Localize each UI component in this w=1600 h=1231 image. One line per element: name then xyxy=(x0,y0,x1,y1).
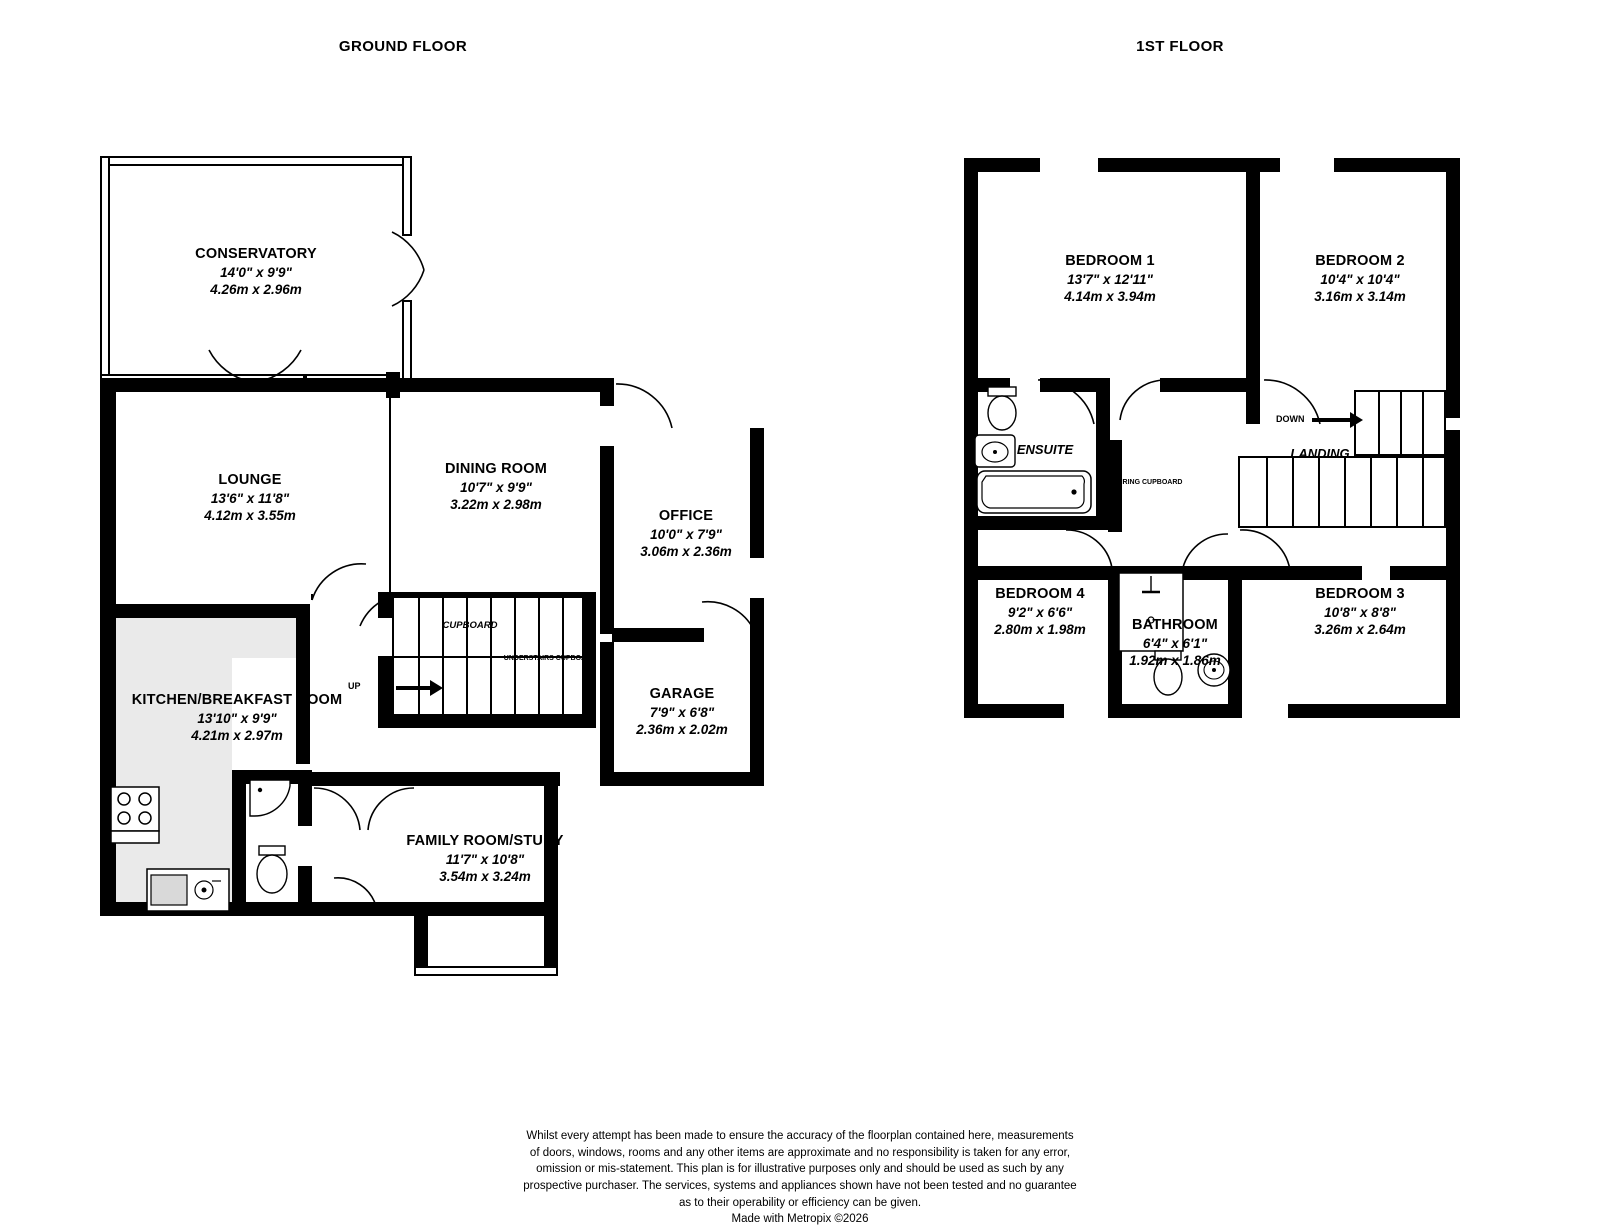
conservatory-window-right-upper xyxy=(402,156,412,236)
stair-direction-arrow xyxy=(430,680,443,696)
room-name: GARAGE xyxy=(649,686,715,702)
conservatory-window-top xyxy=(100,156,412,166)
room-dim-imperial: 10'4" x 10'4" xyxy=(1320,271,1400,287)
room-dim-metric: 3.06m x 2.36m xyxy=(640,543,732,559)
wall-first-bottom-c xyxy=(1288,704,1460,718)
corner-basin-icon xyxy=(248,778,292,818)
wall-lounge-left xyxy=(100,378,116,618)
wall-first-top-a xyxy=(964,158,1040,172)
room-dim-imperial: 10'0" x 7'9" xyxy=(650,526,722,542)
wall-garage-top xyxy=(612,628,704,642)
staircase-landing-lower xyxy=(1238,456,1446,528)
room-name: FAMILY ROOM/STUDY xyxy=(406,833,564,849)
room-label-dining xyxy=(366,460,626,513)
wall-garage-bottom xyxy=(600,772,764,786)
wall-landing-top xyxy=(1160,378,1260,392)
room-label-garage xyxy=(552,685,812,738)
door-hall-kitchen xyxy=(312,786,364,832)
wall-bed3-top-right xyxy=(1390,566,1460,580)
room-label-office xyxy=(556,507,816,560)
conservatory-window-right-lower xyxy=(402,300,412,384)
wall-landing-left-stub xyxy=(1246,378,1260,424)
room-dim-imperial: 13'6" x 11'8" xyxy=(210,490,290,506)
wall-first-bottom-b xyxy=(1120,704,1230,718)
room-name: BATHROOM xyxy=(1132,617,1218,633)
ensuite-toilet-icon xyxy=(980,386,1024,432)
room-dim-imperial: 9'2" x 6'6" xyxy=(1007,604,1073,620)
landing-down-label: DOWN xyxy=(1276,414,1305,424)
label-airing-cupboard: AIRING CUPBOARD xyxy=(1115,479,1183,486)
room-label-bedroom2 xyxy=(1230,252,1490,305)
room-name: LOUNGE xyxy=(218,472,282,488)
room-dim-imperial: 14'0" x 9'9" xyxy=(220,264,292,280)
room-name: BEDROOM 1 xyxy=(1065,253,1155,269)
bath-icon xyxy=(976,470,1092,514)
conservatory-window-left xyxy=(100,156,110,384)
wall-first-top-c xyxy=(1334,158,1460,172)
room-name: CONSERVATORY xyxy=(195,246,317,262)
room-dim-metric: 4.21m x 2.97m xyxy=(191,727,283,743)
door-conservatory-right xyxy=(390,230,430,308)
room-label-kitchen xyxy=(82,691,392,744)
label-cupboard: CUPBOARD xyxy=(442,620,498,631)
room-dim-imperial: 6'4" x 6'1" xyxy=(1142,635,1208,651)
room-dim-imperial: 13'10" x 9'9" xyxy=(197,710,277,726)
room-dim-imperial: 7'9" x 6'8" xyxy=(649,704,715,720)
room-label-bathroom xyxy=(1045,616,1305,669)
disclaimer-line-2: of doors, windows, rooms and any other items are approximate and no responsibility is taken for any error, xyxy=(529,1146,1071,1159)
door-bedroom3 xyxy=(1238,528,1294,572)
disclaimer-line-4: prospective purchaser. The services, systems and appliances shown have not been tested and no guarantee xyxy=(523,1180,1077,1193)
wall-first-bottom-a xyxy=(964,704,1064,718)
wall-kitchen-left xyxy=(100,618,116,916)
door-bedroom4 xyxy=(1064,528,1116,570)
wall-lounge-bottom xyxy=(100,604,310,618)
room-name: OFFICE xyxy=(658,508,714,524)
disclaimer xyxy=(490,1128,1110,1228)
room-label-bedroom1 xyxy=(980,252,1240,305)
wall-dining-top xyxy=(398,378,613,392)
room-label-conservatory xyxy=(126,245,386,298)
kitchen-fill-upper xyxy=(116,618,296,658)
wall-dining-right-stub xyxy=(600,378,614,406)
door-hall-family xyxy=(364,786,416,832)
door-bedroom1 xyxy=(1116,378,1168,422)
room-name: DINING ROOM xyxy=(444,461,548,477)
porch-window xyxy=(414,966,558,976)
room-label-family-study xyxy=(355,832,615,885)
label-landing: LANDING xyxy=(1290,446,1350,461)
sink-icon xyxy=(146,868,230,912)
room-name: BEDROOM 4 xyxy=(995,586,1085,602)
door-office-top xyxy=(614,382,676,430)
room-dim-metric: 3.54m x 3.24m xyxy=(439,868,531,884)
room-dim-metric: 4.12m x 3.55m xyxy=(204,507,296,523)
room-dim-imperial: 11'7" x 10'8" xyxy=(445,851,525,867)
room-name: KITCHEN/BREAKFAST ROOM xyxy=(131,692,343,708)
room-dim-metric: 1.92m x 1.86m xyxy=(1129,652,1221,668)
stair-up-label: UP xyxy=(348,681,361,691)
disclaimer-credit: Made with Metropix ©2026 xyxy=(731,1213,869,1226)
disclaimer-line-5: as to their operability or efficiency can be given. xyxy=(678,1196,922,1209)
room-dim-metric: 3.22m x 2.98m xyxy=(450,496,542,512)
room-dim-imperial: 10'7" x 9'9" xyxy=(460,479,532,495)
door-office-garage xyxy=(700,598,756,632)
hob-icon xyxy=(110,786,160,846)
room-dim-imperial: 13'7" x 12'11" xyxy=(1067,271,1153,287)
room-dim-imperial: 10'8" x 8'8" xyxy=(1324,604,1396,620)
room-dim-metric: 2.36m x 2.02m xyxy=(636,721,728,737)
room-dim-metric: 4.14m x 3.94m xyxy=(1064,288,1156,304)
ground-floor-title: GROUND FLOOR xyxy=(338,38,468,55)
room-dim-metric: 2.80m x 1.98m xyxy=(994,621,1086,637)
label-ensuite: ENSUITE xyxy=(1016,442,1074,457)
room-name: BEDROOM 2 xyxy=(1315,253,1405,269)
label-entrance-hall: ENTRANCE HALL xyxy=(339,776,421,787)
stair-direction-line xyxy=(396,686,432,690)
disclaimer-line-3: omission or mis-statement. This plan is for illustrative purposes only and should be used as such by any xyxy=(536,1163,1064,1176)
disclaimer-line-1: Whilst every attempt has been made to ensure the accuracy of the floorplan contained here, measurements xyxy=(526,1130,1074,1142)
toilet-icon xyxy=(252,845,292,897)
landing-direction-arrow xyxy=(1350,412,1363,428)
door-ensuite xyxy=(1034,378,1098,426)
door-bathroom xyxy=(1178,532,1230,574)
door-bedroom2 xyxy=(1262,378,1324,426)
room-label-lounge xyxy=(120,471,380,524)
room-dim-metric: 3.26m x 2.64m xyxy=(1314,621,1406,637)
label-understairs-cupboard: UNDERSTAIRS CUPBOARD xyxy=(503,655,597,662)
room-dim-metric: 4.26m x 2.96m xyxy=(210,281,302,297)
wall-wc-left xyxy=(232,770,246,916)
room-dim-metric: 3.16m x 3.14m xyxy=(1314,288,1406,304)
room-name: BEDROOM 3 xyxy=(1315,586,1405,602)
first-floor-title: 1ST FLOOR xyxy=(1136,38,1224,55)
wall-lounge-top xyxy=(100,378,390,392)
